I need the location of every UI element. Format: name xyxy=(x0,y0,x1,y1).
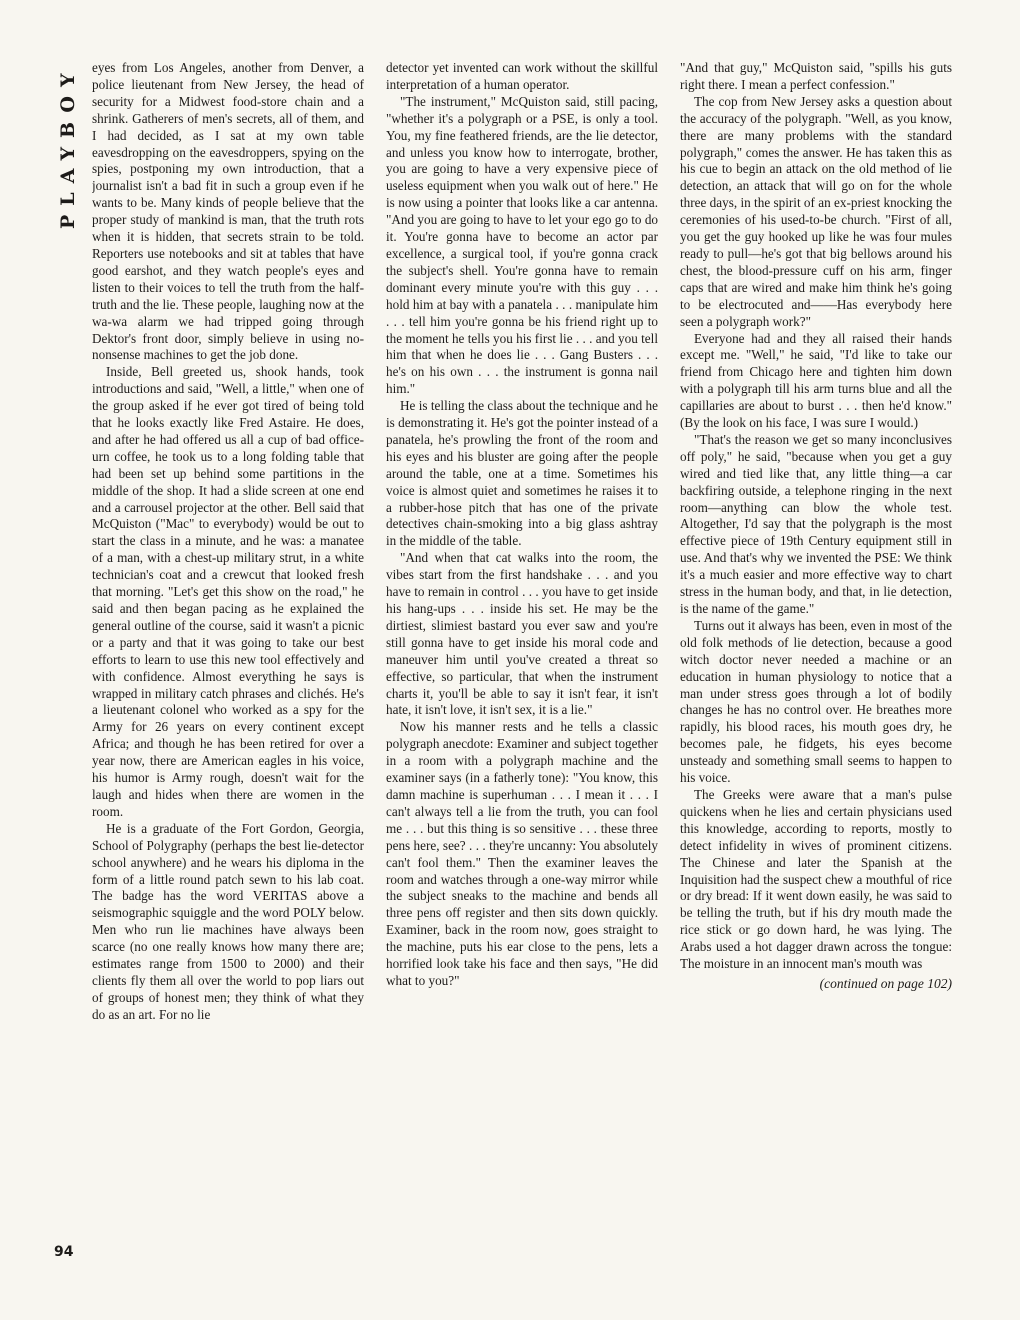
paragraph: He is telling the class about the technique and he is demonstrating it. He's got the pointer instead of a panatela, he's prowling the front of the room and his eyes and his bluster are going after the people around the table, one at a time. Sometimes his voice is almost quiet and sometimes he raises it to a rubber-hose pitch that has one of the private detectives chain-smoking into a big glass ashtray in the middle of the table. xyxy=(386,398,658,549)
paragraph: "That's the reason we get so many inconclusives off poly," he said, "because when you get a guy wired and tied like that, any little thing—a car backfiring outside, a telephone ringing in the next room—anything can blow the whole test. Altogether, I'd say that the polygraph is the most effective piece of 19th Century equipment still in use. And that's why we invented the PSE: We think it's a much easier and more effective way to chart stress in the human body, and that, in lie detection, is the name of the game." xyxy=(680,431,952,616)
paragraph: "And that guy," McQuiston said, "spills his guts right there. I mean a perfect confession." xyxy=(680,60,952,92)
paragraph: Inside, Bell greeted us, shook hands, took introductions and said, "Well, a little," when one of the group asked if he ever got tired of being told that he looks exactly like Fred Astaire. He does, and after he had offered us all a cup of bad office-urn coffee, he took us to a long folding table that had been set up behind some partitions in the middle of the shop. It had a slide screen at one end and a carrousel projector at the other. Bell said that McQuiston ("Mac" to everybody) would be out to start the class in a minute, and he was: a manatee of a man, with a chest-up military strut, in a white technician's coat and a crewcut that looked fresh that morning. "Let's get this show on the road," he said and then began pacing as he explained the general outline of the course, said it wasn't a picnic or a party and that it was going to take our best efforts to learn to use this new tool effectively and with confidence. Almost everything he says is wrapped in military catch phrases and clichés. He's a lieutenant colonel who worked as a spy for the Army for 26 years on every continent except Africa; and though he has been retired for over a year now, there are American eagles in his voice, his humor is Army rough, doesn't wait for the laugh and hides when there are women in the room. xyxy=(92,364,364,819)
article-body xyxy=(92,60,954,1280)
column-1 xyxy=(92,60,364,1280)
paragraph: Everyone had and they all raised their hands except me. "Well," he said, "I'd like to take our friend from Chicago here and tighten him down with a polygraph till his arm turns blue and all the capillaries are about to burst . . . then he'd know." (By the look on his face, I was sure I would.) xyxy=(680,330,952,431)
paragraph: The cop from New Jersey asks a question about the accuracy of the polygraph. "Well, as you know, there are many problems with the standard polygraph," comes the answer. He has taken this as his cue to begin an attack on the old method of lie detection, an attack that will go on for the whole three days, in the spirit of an ex-priest knocking the ceremonies of his used-to-be church. "First of all, you get the guy hooked up like he was four mules ready to pull—he's got that big bellows around his chest, the blood-pressure cuff on his arm, finger caps that are wired and make him think he's going to be electrocuted and——Has everybody here seen a polygraph work?" xyxy=(680,93,952,329)
paragraph: "And when that cat walks into the room, the vibes start from the first handshake . . . and you have to remain in control . . . you have to get inside his hang-ups . . . inside his set. He may be the dirtiest, slimiest bastard you ever saw and you're still gonna have to get inside his moral code and maneuver him until you've created a threat so effective, so particular, that when the instrument charts it, you'll be able to say it isn't fear, it isn't hate, it isn't love, it isn't sex, it is a lie." xyxy=(386,550,658,718)
paragraph: eyes from Los Angeles, another from Denver, a police lieutenant from New Jersey, the head of security for a Midwest food-store chain and a shrink. Gatherers of men's secrets, all of them, and I had decided, as I sat at my own table eavesdropping on the eavesdroppers, spying on the spies, postponing my own introduction, that a journalist isn't a bad fit in such a group even if he wants to be. Many kinds of people believe that the proper study of mankind is man, that the truth rots when it is hidden, that secrets strain to be told. Reporters use notebooks and sit at tables that have good earshot, and they watch people's eyes and listen to their voices to tell the truth from the half-truth and the lie. These people, laughing now at the wa-wa alarm we had tripped going through Dektor's front door, simply believe in using no-nonsense machines to get the job done. xyxy=(92,60,364,363)
column-3 xyxy=(680,60,952,1280)
paragraph: "The instrument," McQuiston said, still pacing, "whether it's a polygraph or a PSE, is only a tool. You, my fine feathered friends, are the lie detector, and unless you know how to interrogate, brother, you are going to have a very expensive piece of useless equipment when you walk out of here." He is now using a pointer that looks like a car antenna. "And you are going to have to let your ego go to do it. You're gonna have to become an actor par excellence, a surgical tool, if you're gonna crack the subject's shell. You're gonna have to remain dominant every minute you're with this guy . . . hold him at bay with a panatela . . . manipulate him . . . tell him you're gonna be his friend right up to the moment he tells you his first lie . . . and you tell him that when he does lie . . . Gang Busters . . . he's on his own . . . the instrument is gonna nail him." xyxy=(386,93,658,397)
magazine-name: PLAYBOY xyxy=(57,64,79,229)
page-number: 94 xyxy=(54,1244,74,1260)
paragraph: Turns out it always has been, even in most of the old folk methods of lie detection, because a good witch doctor never needed a machine or an education in human physiology to notice that a man under stress goes through a lot of bodily changes he has no control over. He breathes more rapidly, his blood races, his mouth goes dry, he becomes pale, he fidgets, his eyes become unsteady and something small seems to happen to his voice. xyxy=(680,617,952,786)
continued-note: (continued on page 102) xyxy=(819,975,952,991)
paragraph: Now his manner rests and he tells a classic polygraph anecdote: Examiner and subject together in a room with a polygraph machine and the examiner says (in a fatherly tone): "You know, this damn machine is superhuman . . . I mean it . . . I can't always tell a lie from the truth, you can fool me . . . but this thing is so sensitive . . . these three pens here, see? . . . they're uncanny: You absolutely can't fool them." Then the examiner leaves the room and watches through a one-way mirror while the subject sneaks to the machine and bends all three pens off register and then sits down quickly. Examiner, back in the room now, goes straight to the machine, puts his ear close to the pens, lets a horrified look take his face and then says, "He did what to you?" xyxy=(386,719,658,988)
paragraph: detector yet invented can work without the skillful interpretation of a human operator. xyxy=(386,60,658,92)
paragraph: The Greeks were aware that a man's pulse quickens when he lies and certain physicians used this knowledge, according to reports, mostly to detect infidelity in wives of prominent citizens. The Chinese and later the Spanish at the Inquisition had the suspect chew a mouthful of rice or dry bread: If it went down easily, he was said to be telling the truth, but if his dry mouth made the rice stick or go down hard, he was lying. The Arabs used a hot dagger drawn across the tongue: The moisture in an innocent man's mouth was xyxy=(680,786,952,972)
paragraph: He is a graduate of the Fort Gordon, Georgia, School of Polygraphy (perhaps the best lie-detector school anywhere) and he wears his diploma in the form of a little round patch sewn to his lab coat. The badge has the word VERITAS above a seismographic squiggle and the word POLY below. Men who run lie machines have always been scarce (no one really knows how many there are; estimates range from 1500 to 2000) and their clients fly them all over the world to pop liars out of groups of honest men; they think of what they do as an art. For no lie xyxy=(92,820,364,1022)
column-2 xyxy=(386,60,658,1280)
